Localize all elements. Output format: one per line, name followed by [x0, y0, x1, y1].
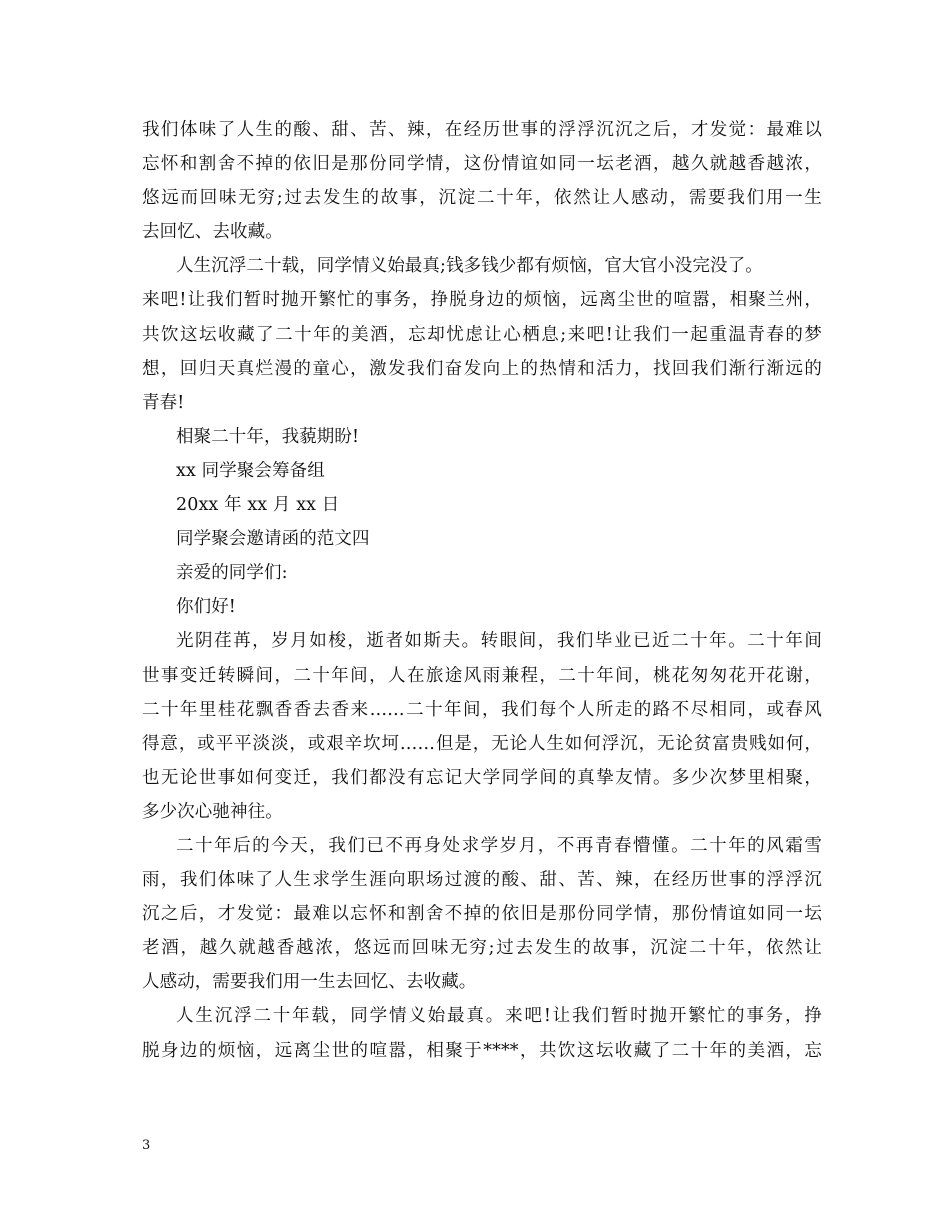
text-line: 共饮这坛收藏了二十年的美酒，忘却忧虑让心栖息;来吧!让我们一起重温青春的梦 — [142, 324, 822, 345]
text-line: 人生沉浮二十载，同学情义始最真;钱多钱少都有烦恼，官大官小没完没了。 — [176, 256, 763, 277]
text-line: 20xx 年 xx 月 xx 日 — [176, 495, 340, 516]
text-line: 相聚二十年，我藐期盼! — [176, 426, 360, 447]
text-line: 悠远而回味无穷;过去发生的故事，沉淀二十年，依然让人感动，需要我们用一生 — [142, 188, 822, 209]
text-line: 人感动，需要我们用一生去回忆、去收藏。 — [142, 972, 477, 993]
text-line: 脱身边的烦恼，远离尘世的喧嚣，相聚于****，共饮这坛收藏了二十年的美酒，忘 — [142, 1040, 822, 1061]
text-line: 沉之后，才发觉：最难以忘怀和割舍不掉的依旧是那份同学情，那份情谊如同一坛 — [142, 904, 822, 925]
page-number: 3 — [142, 1138, 151, 1153]
document-body — [142, 113, 822, 1068]
text-line: 光阴荏苒，岁月如梭，逝者如斯夫。转眼间，我们毕业已近二十年。二十年间 — [176, 631, 822, 652]
salutation: 亲爱的同学们: — [176, 563, 288, 584]
text-line: 得意，或平平淡淡，或艰辛坎坷……但是，无论人生如何浮沉，无论贫富贵贱如何， — [142, 733, 822, 754]
text-line: 世事变迁转瞬间，二十年间，人在旅途风雨兼程，二十年间，桃花匆匆花开花谢， — [142, 665, 822, 686]
text-line: 来吧!让我们暂时抛开繁忙的事务，挣脱身边的烦恼，远离尘世的喧嚣，相聚兰州， — [142, 290, 822, 311]
text-line: 雨，我们体味了人生求学生涯向职场过渡的酸、甜、苦、辣，在经历世事的浮浮沉 — [142, 870, 822, 891]
text-line: xx 同学聚会筹备组 — [176, 460, 325, 481]
text-line: 老酒，越久就越香越浓，悠远而回味无穷;过去发生的故事，沉淀二十年，依然让 — [142, 938, 822, 959]
text-line: 去回忆、去收藏。 — [142, 222, 283, 243]
greeting: 你们好! — [176, 597, 236, 618]
text-line: 想，回归天真烂漫的童心，激发我们奋发向上的热情和活力，找回我们渐行渐远的 — [142, 358, 822, 379]
text-line: 多少次心驰神往。 — [142, 801, 283, 822]
text-line: 二十年后的今天，我们已不再身处求学岁月，不再青春懵懂。二十年的风霜雪 — [176, 835, 822, 856]
text-line: 我们体味了人生的酸、甜、苦、辣，在经历世事的浮浮沉沉之后，才发觉：最难以 — [142, 120, 822, 140]
section-heading: 同学聚会邀请函的范文四 — [176, 529, 370, 550]
text-line: 青春! — [142, 392, 185, 413]
text-line: 二十年里桂花飘香香去香来……二十年间，我们每个人所走的路不尽相同，或春风 — [142, 699, 822, 720]
text-line: 忘怀和割舍不掉的依旧是那份同学情，这份情谊如同一坛老酒，越久就越香越浓， — [142, 154, 822, 175]
text-line: 也无论世事如何变迁，我们都没有忘记大学同学间的真挚友情。多少次梦里相聚， — [142, 767, 822, 788]
text-line: 人生沉浮二十年载，同学情义始最真。来吧!让我们暂时抛开繁忙的事务，挣 — [176, 1006, 822, 1027]
